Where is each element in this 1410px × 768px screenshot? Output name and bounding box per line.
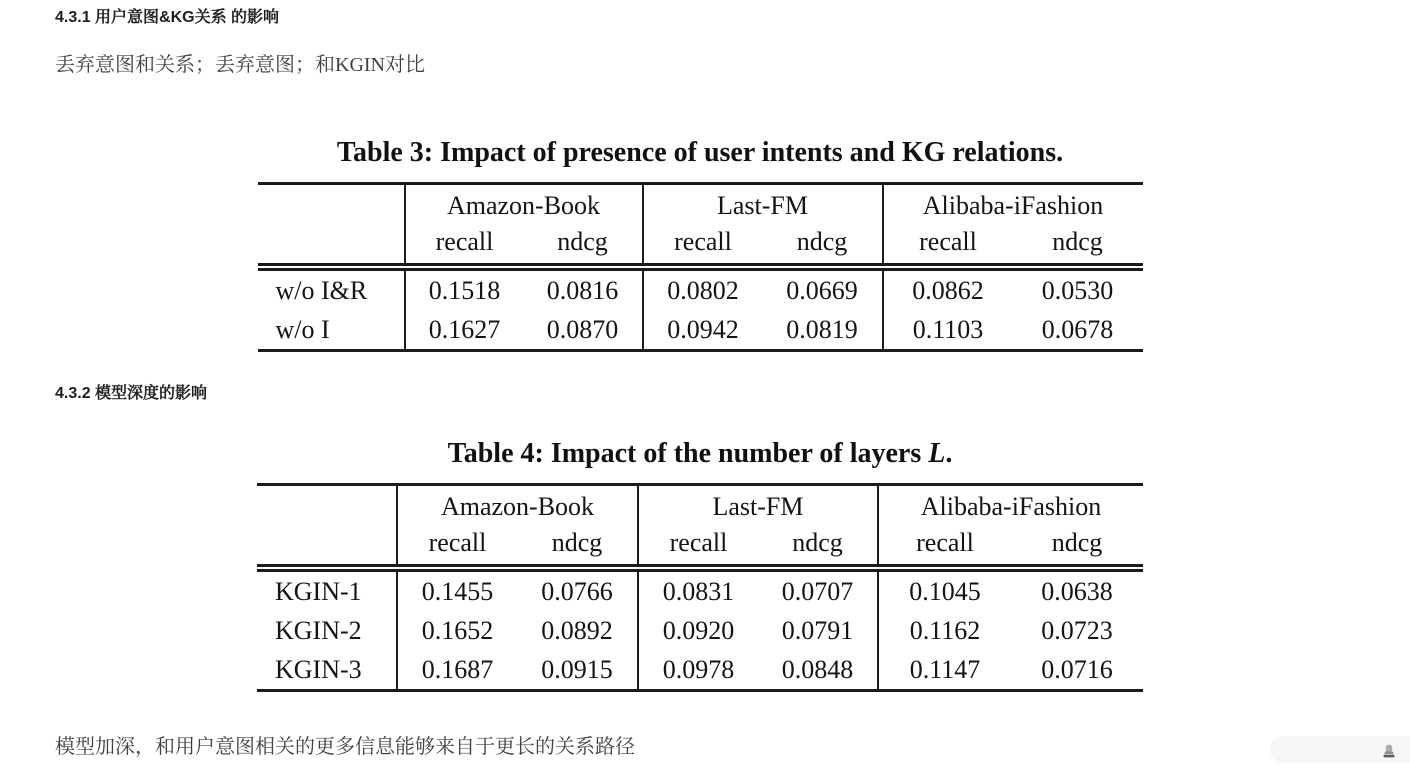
table3-caption: Table 3: Impact of presence of user intents and KG relations.	[336, 137, 1064, 168]
table4-caption: Table 4: Impact of the number of layers L.	[447, 438, 953, 469]
metric-header: ndcg	[1013, 227, 1143, 267]
table4-group-header-row	[257, 485, 1143, 529]
metric-value: 0.0870	[546, 314, 619, 344]
table4-metric-header-row	[257, 528, 1143, 568]
footer-note: 模型加深，和用户意图相关的更多信息能够来自于更长的关系路径	[55, 736, 635, 758]
group-header-amazon-book: Amazon-Book	[405, 184, 643, 228]
section-note: 丢弃意图和关系；丢弃意图；和KGIN对比	[55, 54, 425, 76]
metric-value: 0.0707	[781, 576, 854, 606]
metric-value: 0.1687	[397, 650, 517, 691]
group-header-amazon-book: Amazon-Book	[397, 485, 638, 529]
metric-value: 0.0669	[786, 275, 858, 305]
group-header-last-fm: Last-FM	[638, 485, 878, 529]
metric-value: 0.0723	[1041, 615, 1113, 645]
group-header-ifashion: Alibaba-iFashion	[883, 184, 1143, 228]
table-row	[257, 650, 1143, 691]
metric-value: 0.0638	[1041, 576, 1113, 606]
metric-value: 0.0791	[781, 615, 854, 645]
metric-header: ndcg	[1011, 528, 1143, 568]
metric-header: recall	[405, 227, 524, 267]
metric-value: 0.1518	[405, 267, 524, 310]
metric-value: 0.0892	[541, 615, 613, 645]
table-row	[258, 267, 1143, 310]
table-row	[257, 611, 1143, 650]
metric-value: 0.1045	[878, 568, 1011, 611]
metric-value: 0.0530	[1041, 275, 1114, 305]
metric-value: 0.1627	[405, 310, 524, 351]
table-row	[258, 310, 1143, 351]
metric-header: ndcg	[517, 528, 638, 568]
metric-header: recall	[878, 528, 1011, 568]
metric-value: 0.1147	[878, 650, 1011, 691]
metric-value: 0.0678	[1041, 314, 1114, 344]
corner-cell	[257, 528, 397, 568]
corner-cell	[258, 227, 405, 267]
caption-variable: L	[928, 438, 946, 469]
metric-value: 0.0819	[786, 314, 858, 344]
row-label: KGIN-2	[275, 615, 362, 645]
group-header-ifashion: Alibaba-iFashion	[878, 485, 1143, 529]
corner-cell	[257, 485, 397, 529]
table3	[258, 182, 1143, 352]
metric-value: 0.0848	[781, 654, 854, 684]
row-label: KGIN-3	[275, 654, 362, 684]
section-heading-432: 4.3.2 模型深度的影响	[55, 385, 208, 402]
corner-cell	[258, 184, 405, 228]
metric-header: recall	[883, 227, 1013, 267]
metric-value: 0.0802	[643, 267, 763, 310]
metric-value: 0.1652	[397, 611, 517, 650]
metric-header: ndcg	[524, 227, 643, 267]
metric-value: 0.0915	[541, 654, 613, 684]
metric-value: 0.1103	[883, 310, 1013, 351]
table4-figure	[240, 437, 1160, 692]
metric-value: 0.0978	[638, 650, 758, 691]
group-header-last-fm: Last-FM	[643, 184, 883, 228]
section-heading-431: 4.3.1 用户意图&KG关系 的影响	[55, 9, 280, 26]
metric-header: recall	[638, 528, 758, 568]
metric-value: 0.1162	[878, 611, 1011, 650]
metric-value: 0.0816	[546, 275, 619, 305]
metric-value: 0.0766	[541, 576, 613, 606]
table3-metric-header-row	[258, 227, 1143, 267]
table-row	[257, 568, 1143, 611]
metric-value: 0.0920	[638, 611, 758, 650]
table3-figure	[240, 136, 1160, 352]
metric-header: recall	[397, 528, 517, 568]
metric-header: ndcg	[763, 227, 883, 267]
metric-value: 0.0831	[638, 568, 758, 611]
table3-group-header-row	[258, 184, 1143, 228]
stamp-icon[interactable]	[1381, 743, 1397, 759]
row-label: w/o I	[275, 314, 330, 344]
row-label: KGIN-1	[275, 576, 362, 606]
metric-header: ndcg	[758, 528, 878, 568]
metric-value: 0.0942	[643, 310, 763, 351]
metric-value: 0.0716	[1041, 654, 1113, 684]
table4	[257, 483, 1143, 692]
row-label: w/o I&R	[275, 275, 368, 305]
metric-header: recall	[643, 227, 763, 267]
metric-value: 0.1455	[397, 568, 517, 611]
metric-value: 0.0862	[883, 267, 1013, 310]
